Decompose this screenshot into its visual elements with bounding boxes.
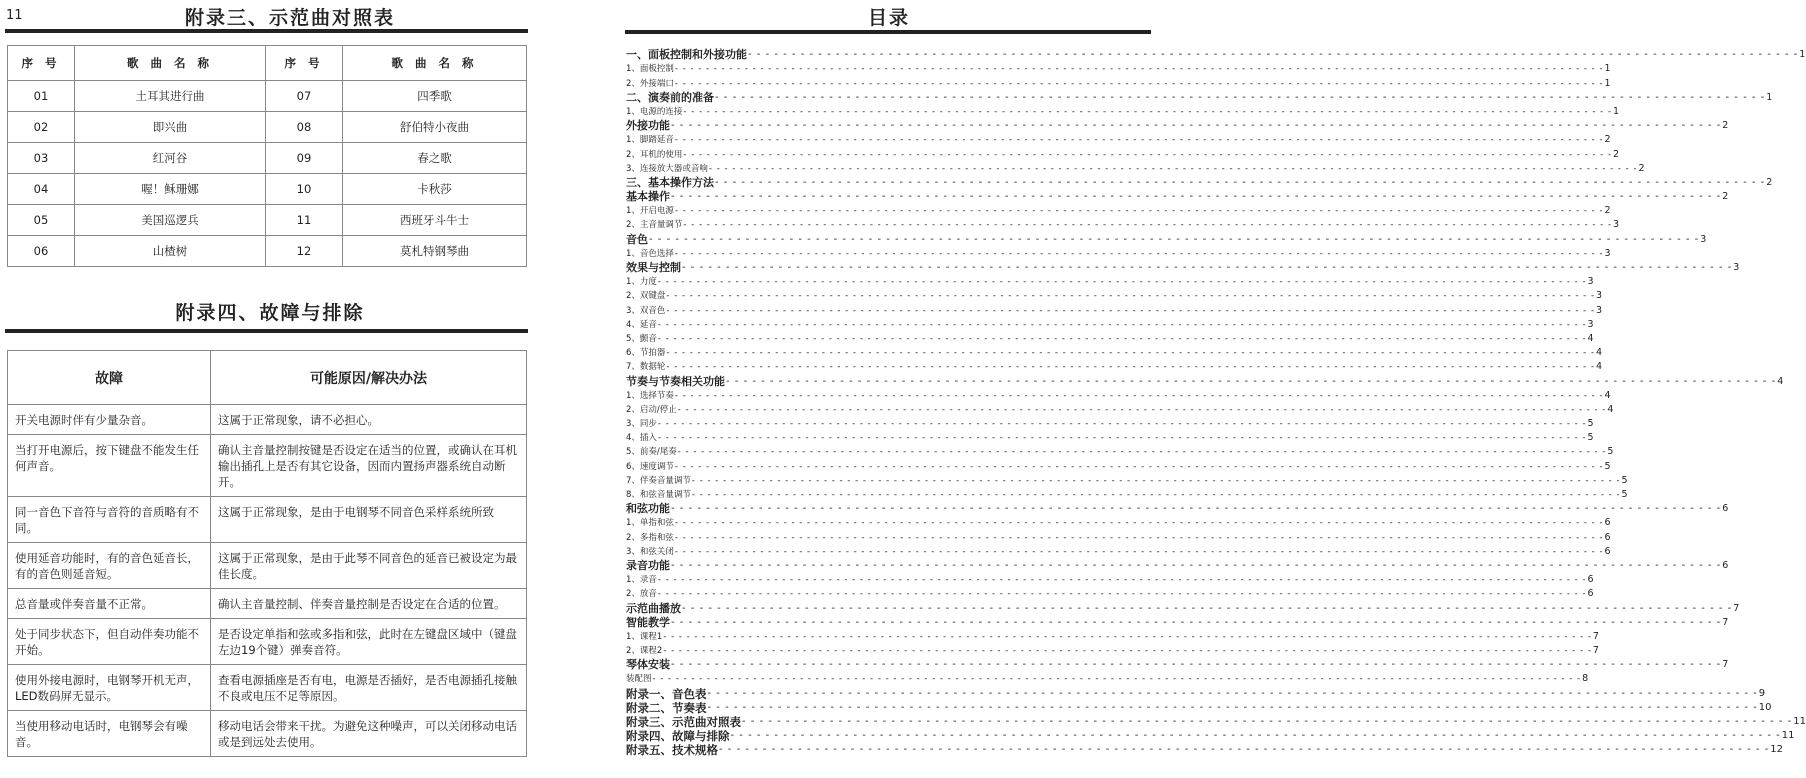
toc-leader: - - - - - - - - - - - - - - - - - - - - - - - - - - - - - - - - - - - - - - - - - - - - - - - - - - - - - - - - - - - - - - - - - - - - - - - - - - - - - - - - - - - - - - - - - - - - - - - - - - - - - - - - - - - - - - - - - - - - - - - - [666, 291, 1596, 302]
table-cell: 西班牙斗牛士 [343, 205, 527, 236]
toc-leader: - - - - - - - - - - - - - - - - - - - - - - - - - - - - - - - - - - - - - - - - - - - - - - - - - - - - - - - - - - - - - - - - - - - - - - - - - - - - - - - - - - - - - - - - - - - - - - - - - - - - - - - - - - - - - - - - - - - - - - - - [671, 559, 1722, 571]
toc-leader: - - - - - - - - - - - - - - - - - - - - - - - - - - - - - - - - - - - - - - - - - - - - - - - - - - - - - - - - - - - - - - - - - - - - - - - - - - - - - - - - - - - - - - - - - - - - - - - - - - - - - - - - - - - - - - - - - - - - - - - - [683, 106, 1613, 117]
toc-page: 3 [1596, 290, 1603, 302]
toc-leader: - - - - - - - - - - - - - - - - - - - - - - - - - - - - - - - - - - - - - - - - - - - - - - - - - - - - - - - - - - - - - - - - - - - - - - - - - - - - - - - - - - - - - - - - - - - - - - - - - - - - - - - - - - - - - - - - - - - - - - - - [674, 78, 1604, 89]
toc-leader: - - - - - - - - - - - - - - - - - - - - - - - - - - - - - - - - - - - - - - - - - - - - - - - - - - - - - - - - - - - - - - - - - - - - - - - - - - - - - - - - - - - - - - - - - - - - - - - - - - - - - - - - - - - - - - - - - - - - - - - - [708, 163, 1638, 174]
toc-entry [626, 119, 1729, 133]
fault-cell: 同一音色下音符与音符的音质略有不同。 [8, 497, 211, 543]
toc-leader: - - - - - - - - - - - - - - - - - - - - - - - - - - - - - - - - - - - - - - - - - - - - - - - - - - - - - - - - - - - - - - - - - - - - - - - - - - - - - - - - - - - - - - - - - - - - - - - - - - - - - - - - - - - - - - - - - - - - - - - - [682, 602, 1733, 614]
table-cell: 09 [266, 143, 343, 174]
toc-leader: - - - - - - - - - - - - - - - - - - - - - - - - - - - - - - - - - - - - - - - - - - - - - - - - - - - - - - - - - - - - - - - - - - - - - - - - - - - - - - - - - - - - - - - - - - - - - - - - - - - - - - - - - - - - - - - - - - - - - - - - [674, 518, 1604, 529]
toc-label: 5、前奏/尾奏 [626, 447, 677, 458]
toc-leader: - - - - - - - - - - - - - - - - - - - - - - - - - - - - - - - - - - - - - - - - - - - - - - - - - - - - - - - - - - - - - - - - - - - - - - - - - - - - - - - - - - - - - - - - - - - - - - - - - - - - - - - - - - - - - - - - - - - - - - - - [691, 490, 1621, 500]
toc-leader: - - - - - - - - - - - - - - - - - - - - - - - - - - - - - - - - - - - - - - - - - - - - - - - - - - - - - - - - - - - - - - - - - - - - - - - - - - - - - - - - - - - - - - - - - - - - - - - - - - - - - - - - - - - - - - - - - - - - - - - - [677, 447, 1607, 458]
toc-entry [626, 90, 1773, 105]
toc-page: 7 [1592, 630, 1599, 642]
title-rule [5, 29, 528, 33]
col-header: 歌 曲 名 称 [75, 46, 266, 81]
toc-page: 2 [1604, 205, 1611, 217]
toc-leader: - - - - - - - - - - - - - - - - - - - - - - - - - - - - - - - - - - - - - - - - - - - - - - - - - - - - - - - - - - - - - - - - - - - - - - - - - - - - - - - - - - - - - - - - - - - - - - - - - - - - - - - - - - - - - - - - - - - - - - - - [683, 220, 1613, 231]
table-row [8, 236, 527, 267]
toc-entry [626, 445, 1614, 459]
toc-entry [626, 615, 1729, 630]
toc-page: 6 [1722, 503, 1729, 515]
title-rule [5, 329, 528, 333]
toc-page: 1 [1766, 91, 1773, 103]
toc-page: 5 [1587, 432, 1594, 444]
toc-label: 智能教学 [626, 615, 670, 629]
toc-page: 7 [1592, 645, 1599, 657]
table-of-contents [626, 48, 1806, 758]
table-cell: 红河谷 [75, 143, 266, 174]
toc-entry [626, 374, 1784, 388]
fault-cell: 使用延音功能时，有的音色延音长，有的音色则延音短。 [8, 543, 211, 589]
toc-leader: - - - - - - - - - - - - - - - - - - - - - - - - - - - - - - - - - - - - - - - - - - - - - - - - - - - - - - - - - - - - - - - - - - - - - - - - - - - - - - - - - - - - - - - - - - - - - - - - - - - - - - - - - - - - - - - - - - - - - - - - [674, 206, 1604, 217]
toc-title: 目录 [867, 7, 910, 29]
col-header: 可能原因/解决办法 [211, 351, 527, 405]
toc-leader: - - - - - - - - - - - - - - - - - - - - - - - - - - - - - - - - - - - - - - - - - - - - - - - - - - - - - - - - - - - - - - - - - - - - - - - - - - - - - - - - - - - - - - - - - - - - - - - - - - - - - - - - - - - - - - - - - - - - - - - - [674, 248, 1604, 259]
toc-entry [626, 516, 1611, 530]
toc-leader: - - - - - - - - - - - - - - - - - - - - - - - - - - - - - - - - - - - - - - - - - - - - - - - - - - - - - - - - - - - - - - - - - - - - - - - - - - - - - - - - - - - - - - - - - - - - - - - - - - - - - - - - - - - - - - - - - - - - - - - - [707, 687, 1758, 699]
toc-label: 5、颤音 [626, 333, 657, 344]
toc-leader: - - - - - - - - - - - - - - - - - - - - - - - - - - - - - - - - - - - - - - - - - - - - - - - - - - - - - - - - - - - - - - - - - - - - - - - - - - - - - - - - - - - - - - - - - - - - - - - - - - - - - - - - - - - - - - - - - - - - - - - - [663, 631, 1592, 642]
appendix4-title: 附录四、故障与排除 [175, 302, 365, 324]
toc-label: 2、课程2 [626, 646, 663, 657]
toc-page: 2 [1613, 148, 1620, 160]
table-cell: 四季歌 [343, 81, 527, 112]
toc-label: 6、速度调节 [626, 461, 674, 472]
toc-label: 8、和弦音量调节 [626, 490, 691, 500]
solution-cell: 这属于正常现象，是由于电钢琴不同音色采样系统所致 [211, 497, 527, 543]
toc-entry [626, 488, 1628, 502]
toc-leader: - - - - - - - - - - - - - - - - - - - - - - - - - - - - - - - - - - - - - - - - - - - - - - - - - - - - - - - - - - - - - - - - - - - - - - - - - - - - - - - - - - - - - - - - - - - - - - - - - - - - - - - - - - - - - - - - - - - - - - - - [674, 532, 1604, 543]
solution-cell: 确认主音量控制按键是否设定在适当的位置，或确认在耳机输出插孔上是否有其它设备，因而内置扬声器系统自动断开。 [211, 435, 527, 497]
toc-leader: - - - - - - - - - - - - - - - - - - - - - - - - - - - - - - - - - - - - - - - - - - - - - - - - - - - - - - - - - - - - - - - - - - - - - - - - - - - - - - - - - - - - - - - - - - - - - - - - - - - - - - - - - - - - - - - - - - - - - - - - [663, 646, 1592, 657]
toc-page: 9 [1758, 687, 1766, 699]
table-cell: 莫札特钢琴曲 [343, 236, 527, 267]
table-row [8, 589, 527, 619]
toc-leader: - - - - - - - - - - - - - - - - - - - - - - - - - - - - - - - - - - - - - - - - - - - - - - - - - - - - - - - - - - - - - - - - - - - - - - - - - - - - - - - - - - - - - - - - - - - - - - - - - - - - - - - - - - - - - - - - - - - - - - - - [671, 120, 1722, 132]
col-header: 序 号 [8, 46, 75, 81]
toc-entry [626, 175, 1773, 190]
table-row [8, 174, 527, 205]
table-cell: 土耳其进行曲 [75, 81, 266, 112]
toc-page: 2 [1766, 176, 1773, 188]
toc-leader: - - - - - - - - - - - - - - - - - - - - - - - - - - - - - - - - - - - - - - - - - - - - - - - - - - - - - - - - - - - - - - - - - - - - - - - - - - - - - - - - - - - - - - - - - - - - - - - - - - - - - - - - - - - - - - - - - - - - - - - - [674, 546, 1604, 557]
toc-entry [626, 147, 1620, 161]
table-row [8, 112, 527, 143]
table-row [8, 543, 527, 589]
toc-entry [626, 218, 1620, 232]
toc-leader: - - - - - - - - - - - - - - - - - - - - - - - - - - - - - - - - - - - - - - - - - - - - - - - - - - - - - - - - - - - - - - - - - - - - - - - - - - - - - - - - - - - - - - - - - - - - - - - - - - - - - - - - - - - - - - - - - - - - - - - - [671, 616, 1722, 628]
toc-leader: - - - - - - - - - - - - - - - - - - - - - - - - - - - - - - - - - - - - - - - - - - - - - - - - - - - - - - - - - - - - - - - - - - - - - - - - - - - - - - - - - - - - - - - - - - - - - - - - - - - - - - - - - - - - - - - - - - - - - - - - [726, 375, 1777, 387]
song-table [7, 45, 527, 267]
table-cell: 10 [266, 174, 343, 205]
toc-page: 5 [1621, 489, 1628, 500]
table-cell: 08 [266, 112, 343, 143]
table-row [8, 205, 527, 236]
table-row [8, 711, 527, 757]
toc-entry [626, 686, 1766, 701]
toc-label: 1、课程1 [626, 631, 663, 642]
toc-label: 装配图 [626, 674, 652, 685]
toc-leader: - - - - - - - - - - - - - - - - - - - - - - - - - - - - - - - - - - - - - - - - - - - - - - - - - - - - - - - - - - - - - - - - - - - - - - - - - - - - - - - - - - - - - - - - - - - - - - - - - - - - - - - - - - - - - - - - - - - - - - - - [719, 744, 1770, 756]
toc-entry [626, 62, 1611, 76]
toc-entry [626, 162, 1645, 176]
page-number: 11 [6, 8, 23, 23]
toc-page: 12 [1770, 744, 1784, 756]
toc-entry [626, 502, 1729, 516]
toc-label: 附录三、示范曲对照表 [626, 715, 741, 729]
toc-leader: - - - - - - - - - - - - - - - - - - - - - - - - - - - - - - - - - - - - - - - - - - - - - - - - - - - - - - - - - - - - - - - - - - - - - - - - - - - - - - - - - - - - - - - - - - - - - - - - - - - - - - - - - - - - - - - - - - - - - - - - [748, 49, 1799, 61]
toc-leader: - - - - - - - - - - - - - - - - - - - - - - - - - - - - - - - - - - - - - - - - - - - - - - - - - - - - - - - - - - - - - - - - - - - - - - - - - - - - - - - - - - - - - - - - - - - - - - - - - - - - - - - - - - - - - - - - - - - - - - - - [730, 730, 1781, 742]
toc-leader: - - - - - - - - - - - - - - - - - - - - - - - - - - - - - - - - - - - - - - - - - - - - - - - - - - - - - - - - - - - - - - - - - - - - - - - - - - - - - - - - - - - - - - - - - - - - - - - - - - - - - - - - - - - - - - - - - - - - - - - - [649, 233, 1700, 245]
solution-cell: 是否设定单指和弦或多指和弦，此时在左键盘区域中（键盘左边19个键）弹奏音符。 [211, 619, 527, 665]
toc-entry [626, 474, 1628, 488]
table-cell: 即兴曲 [75, 112, 266, 143]
toc-entry [626, 573, 1594, 587]
toc-label: 附录四、故障与排除 [626, 729, 730, 744]
toc-label: 示范曲播放 [626, 601, 681, 615]
toc-leader: - - - - - - - - - - - - - - - - - - - - - - - - - - - - - - - - - - - - - - - - - - - - - - - - - - - - - - - - - - - - - - - - - - - - - - - - - - - - - - - - - - - - - - - - - - - - - - - - - - - - - - - - - - - - - - - - - - - - - - - - [657, 333, 1587, 344]
toc-page: 11 [1781, 730, 1795, 742]
toc-entry [626, 644, 1599, 658]
toc-entry [626, 545, 1611, 559]
toc-label: 1、选择节奏 [626, 390, 674, 401]
toc-leader: - - - - - - - - - - - - - - - - - - - - - - - - - - - - - - - - - - - - - - - - - - - - - - - - - - - - - - - - - - - - - - - - - - - - - - - - - - - - - - - - - - - - - - - - - - - - - - - - - - - - - - - - - - - - - - - - - - - - - - - - [674, 64, 1604, 75]
toc-leader: - - - - - - - - - - - - - - - - - - - - - - - - - - - - - - - - - - - - - - - - - - - - - - - - - - - - - - - - - - - - - - - - - - - - - - - - - - - - - - - - - - - - - - - - - - - - - - - - - - - - - - - - - - - - - - - - - - - - - - - - [674, 135, 1604, 146]
toc-page: 6 [1722, 559, 1729, 571]
toc-entry [626, 530, 1611, 544]
toc-label: 2、耳机的使用 [626, 149, 683, 160]
solution-cell: 这属于正常现象，是由于此琴不同音色的延音已被设定为最佳长度。 [211, 543, 527, 589]
table-cell: 春之歌 [343, 143, 527, 174]
toc-page: 6 [1604, 545, 1611, 557]
toc-label: 1、面板控制 [626, 64, 674, 75]
toc-page: 4 [1596, 361, 1603, 373]
toc-page: 1 [1604, 77, 1611, 89]
toc-page: 2 [1604, 134, 1611, 146]
fault-cell: 开关电源时伴有少量杂音。 [8, 405, 211, 435]
toc-page: 5 [1587, 418, 1594, 430]
table-cell: 01 [8, 81, 75, 112]
table-cell: 11 [266, 205, 343, 236]
table-cell: 03 [8, 143, 75, 174]
toc-label: 3、同步 [626, 419, 657, 430]
toc-label: 2、多指和弦 [626, 532, 674, 543]
toc-page: 3 [1587, 318, 1594, 330]
toc-entry [626, 743, 1784, 758]
fault-table [7, 350, 527, 757]
toc-entry [626, 48, 1806, 62]
toc-page: 3 [1700, 233, 1707, 245]
toc-entry [626, 417, 1594, 431]
toc-label: 2、启动/停止 [626, 404, 677, 415]
toc-page: 3 [1604, 247, 1611, 259]
toc-label: 1、开启电源 [626, 206, 674, 217]
table-row [8, 143, 527, 174]
toc-entry [626, 715, 1806, 729]
toc-label: 3、双音色 [626, 305, 666, 316]
toc-entry [626, 133, 1611, 147]
toc-leader: - - - - - - - - - - - - - - - - - - - - - - - - - - - - - - - - - - - - - - - - - - - - - - - - - - - - - - - - - - - - - - - - - - - - - - - - - - - - - - - - - - - - - - - - - - - - - - - - - - - - - - - - - - - - - - - - - - - - - - - - [666, 362, 1596, 373]
toc-page: 4 [1587, 332, 1594, 344]
toc-entry [626, 459, 1611, 473]
fault-cell: 当使用移动电话时，电钢琴会有噪音。 [8, 711, 211, 757]
toc-label: 4、插入 [626, 433, 657, 444]
table-row [8, 435, 527, 497]
fault-table-header [8, 351, 527, 405]
table-row [8, 497, 527, 543]
toc-entry [626, 289, 1603, 303]
toc-leader: - - - - - - - - - - - - - - - - - - - - - - - - - - - - - - - - - - - - - - - - - - - - - - - - - - - - - - - - - - - - - - - - - - - - - - - - - - - - - - - - - - - - - - - - - - - - - - - - - - - - - - - - - - - - - - - - - - - - - - - - [666, 305, 1596, 316]
table-cell: 12 [266, 236, 343, 267]
toc-leader: - - - - - - - - - - - - - - - - - - - - - - - - - - - - - - - - - - - - - - - - - - - - - - - - - - - - - - - - - - - - - - - - - - - - - - - - - - - - - - - - - - - - - - - - - - - - - - - - - - - - - - - - - - - - - - - - - - - - - - - - [683, 149, 1613, 160]
toc-entry [626, 672, 1589, 686]
toc-entry [626, 360, 1603, 374]
toc-entry [626, 247, 1611, 261]
table-row [8, 81, 527, 112]
toc-label: 3、连接放大器或音响 [626, 163, 708, 174]
toc-page: 7 [1722, 616, 1729, 628]
toc-label: 2、双键盘 [626, 291, 666, 302]
table-cell: 山楂树 [75, 236, 266, 267]
toc-entry [626, 318, 1594, 332]
table-row [8, 619, 527, 665]
right-page [619, 0, 1806, 778]
col-header: 故障 [8, 351, 211, 405]
toc-label: 1、电源的连接 [626, 106, 683, 117]
table-cell: 05 [8, 205, 75, 236]
toc-label: 2、主音量调节 [626, 220, 683, 231]
toc-entry [626, 275, 1594, 289]
toc-leader: - - - - - - - - - - - - - - - - - - - - - - - - - - - - - - - - - - - - - - - - - - - - - - - - - - - - - - - - - - - - - - - - - - - - - - - - - - - - - - - - - - - - - - - - - - - - - - - - - - - - - - - - - - - - - - - - - - - - - - - - [657, 419, 1587, 430]
toc-leader: - - - - - - - - - - - - - - - - - - - - - - - - - - - - - - - - - - - - - - - - - - - - - - - - - - - - - - - - - - - - - - - - - - - - - - - - - - - - - - - - - - - - - - - - - - - - - - - - - - - - - - - - - - - - - - - - - - - - - - - - [674, 461, 1604, 472]
fault-cell: 处于同步状态下，但自动伴奏功能不开始。 [8, 619, 211, 665]
table-cell: 07 [266, 81, 343, 112]
toc-entry [626, 700, 1772, 715]
solution-cell: 查看电源插座是否有电，电源是否插好，是否电源插孔接触不良或电压不足等原因。 [211, 665, 527, 711]
toc-entry [626, 587, 1594, 601]
toc-page: 3 [1596, 304, 1603, 316]
toc-leader: - - - - - - - - - - - - - - - - - - - - - - - - - - - - - - - - - - - - - - - - - - - - - - - - - - - - - - - - - - - - - - - - - - - - - - - - - - - - - - - - - - - - - - - - - - - - - - - - - - - - - - - - - - - - - - - - - - - - - - - - [715, 176, 1766, 188]
toc-page: 10 [1758, 701, 1772, 713]
col-header: 歌 曲 名 称 [343, 46, 527, 81]
toc-page: 3 [1587, 276, 1594, 288]
toc-leader: - - - - - - - - - - - - - - - - - - - - - - - - - - - - - - - - - - - - - - - - - - - - - - - - - - - - - - - - - - - - - - - - - - - - - - - - - - - - - - - - - - - - - - - - - - - - - - - - - - - - - - - - - - - - - - - - - - - - - - - - [657, 319, 1587, 330]
toc-label: 1、脚踏延音 [626, 135, 674, 146]
toc-page: 2 [1722, 191, 1729, 203]
song-table-header [8, 46, 527, 81]
table-row [8, 665, 527, 711]
toc-page: 4 [1777, 375, 1784, 387]
table-row [8, 405, 527, 435]
toc-page: 4 [1596, 347, 1603, 359]
col-header: 序 号 [266, 46, 343, 81]
toc-leader: - - - - - - - - - - - - - - - - - - - - - - - - - - - - - - - - - - - - - - - - - - - - - - - - - - - - - - - - - - - - - - - - - - - - - - - - - - - - - - - - - - - - - - - - - - - - - - - - - - - - - - - - - - - - - - - - - - - - - - - - [707, 701, 1758, 713]
toc-leader: - - - - - - - - - - - - - - - - - - - - - - - - - - - - - - - - - - - - - - - - - - - - - - - - - - - - - - - - - - - - - - - - - - - - - - - - - - - - - - - - - - - - - - - - - - - - - - - - - - - - - - - - - - - - - - - - - - - - - - - - [671, 503, 1722, 515]
toc-entry [626, 76, 1611, 90]
toc-label: 效果与控制 [626, 261, 681, 274]
toc-label: 节奏与节奏相关功能 [626, 374, 725, 388]
toc-page: 7 [1722, 659, 1729, 671]
toc-page: 6 [1604, 517, 1611, 529]
toc-page: 2 [1722, 120, 1729, 132]
toc-page: 1 [1613, 105, 1620, 117]
toc-page: 4 [1604, 389, 1611, 401]
toc-page: 3 [1733, 262, 1740, 273]
toc-page: 5 [1604, 460, 1611, 472]
toc-label: 2、放音 [626, 589, 657, 600]
toc-entry [626, 403, 1614, 417]
toc-leader: - - - - - - - - - - - - - - - - - - - - - - - - - - - - - - - - - - - - - - - - - - - - - - - - - - - - - - - - - - - - - - - - - - - - - - - - - - - - - - - - - - - - - - - - - - - - - - - - - - - - - - - - - - - - - - - - - - - - - - - - [657, 277, 1587, 288]
toc-label: 4、延音 [626, 319, 657, 330]
title-rule [625, 30, 1151, 34]
toc-page: 6 [1587, 588, 1594, 600]
toc-entry [626, 261, 1740, 275]
toc-entry [626, 729, 1795, 744]
toc-page: 11 [1793, 716, 1806, 727]
toc-entry [626, 204, 1611, 218]
table-cell: 卡秋莎 [343, 174, 527, 205]
toc-page: 7 [1733, 602, 1740, 614]
toc-page: 5 [1607, 446, 1614, 458]
toc-label: 外接功能 [626, 119, 670, 133]
toc-label: 6、节拍器 [626, 348, 666, 359]
toc-leader: - - - - - - - - - - - - - - - - - - - - - - - - - - - - - - - - - - - - - - - - - - - - - - - - - - - - - - - - - - - - - - - - - - - - - - - - - - - - - - - - - - - - - - - - - - - - - - - - - - - - - - - - - - - - - - - - - - - - - - - - [677, 404, 1607, 415]
toc-label: 音色 [626, 232, 648, 246]
toc-page: 5 [1621, 474, 1628, 486]
left-page [0, 0, 540, 778]
toc-entry [626, 601, 1740, 615]
table-cell: 02 [8, 112, 75, 143]
toc-leader: - - - - - - - - - - - - - - - - - - - - - - - - - - - - - - - - - - - - - - - - - - - - - - - - - - - - - - - - - - - - - - - - - - - - - - - - - - - - - - - - - - - - - - - - - - - - - - - - - - - - - - - - - - - - - - - - - - - - - - - - [671, 191, 1722, 203]
toc-page: 6 [1587, 574, 1594, 586]
toc-leader: - - - - - - - - - - - - - - - - - - - - - - - - - - - - - - - - - - - - - - - - - - - - - - - - - - - - - - - - - - - - - - - - - - - - - - - - - - - - - - - - - - - - - - - - - - - - - - - - - - - - - - - - - - - - - - - - - - - - - - - - [657, 589, 1587, 600]
table-cell: 美国巡逻兵 [75, 205, 266, 236]
toc-leader: - - - - - - - - - - - - - - - - - - - - - - - - - - - - - - - - - - - - - - - - - - - - - - - - - - - - - - - - - - - - - - - - - - - - - - - - - - - - - - - - - - - - - - - - - - - - - - - - - - - - - - - - - - - - - - - - - - - - - - - - [657, 433, 1587, 444]
toc-entry [626, 431, 1594, 445]
toc-entry [626, 190, 1729, 204]
toc-page: 1 [1604, 63, 1611, 75]
toc-page: 6 [1604, 531, 1611, 543]
toc-leader: - - - - - - - - - - - - - - - - - - - - - - - - - - - - - - - - - - - - - - - - - - - - - - - - - - - - - - - - - - - - - - - - - - - - - - - - - - - - - - - - - - - - - - - - - - - - - - - - - - - - - - - - - - - - - - - - - - - - - - - - [671, 659, 1722, 671]
toc-entry [626, 346, 1603, 360]
toc-label: 1、单指和弦 [626, 518, 674, 529]
toc-label: 录音功能 [626, 558, 670, 572]
toc-entry [626, 558, 1729, 573]
toc-entry [626, 232, 1707, 246]
toc-leader: - - - - - - - - - - - - - - - - - - - - - - - - - - - - - - - - - - - - - - - - - - - - - - - - - - - - - - - - - - - - - - - - - - - - - - - - - - - - - - - - - - - - - - - - - - - - - - - - - - - - - - - - - - - - - - - - - - - - - - - - [691, 475, 1621, 486]
toc-page: 2 [1638, 162, 1645, 174]
toc-label: 附录二、节奏表 [626, 700, 707, 715]
toc-label: 7、数据轮 [626, 362, 666, 373]
toc-label: 附录五、技术规格 [626, 743, 718, 758]
toc-entry [626, 389, 1611, 403]
toc-page: 3 [1613, 219, 1620, 231]
toc-label: 3、和弦关闭 [626, 546, 674, 557]
table-cell: 04 [8, 174, 75, 205]
toc-entry [626, 630, 1599, 644]
toc-label: 基本操作 [626, 190, 670, 204]
toc-leader: - - - - - - - - - - - - - - - - - - - - - - - - - - - - - - - - - - - - - - - - - - - - - - - - - - - - - - - - - - - - - - - - - - - - - - - - - - - - - - - - - - - - - - - - - - - - - - - - - - - - - - - - - - - - - - - - - - - - - - - - [657, 575, 1587, 586]
toc-entry [626, 332, 1594, 346]
fault-cell: 当打开电源后，按下键盘不能发生任何声音。 [8, 435, 211, 497]
toc-entry [626, 303, 1603, 317]
toc-leader: - - - - - - - - - - - - - - - - - - - - - - - - - - - - - - - - - - - - - - - - - - - - - - - - - - - - - - - - - - - - - - - - - - - - - - - - - - - - - - - - - - - - - - - - - - - - - - - - - - - - - - - - - - - - - - - - - - - - - - - - [715, 91, 1766, 103]
solution-cell: 这属于正常现象，请不必担心。 [211, 405, 527, 435]
fault-cell: 使用外接电源时，电钢琴开机无声，LED数码屏无显示。 [8, 665, 211, 711]
toc-label: 一、面板控制和外接功能 [626, 48, 747, 62]
toc-label: 琴体安装 [626, 658, 670, 672]
toc-leader: - - - - - - - - - - - - - - - - - - - - - - - - - - - - - - - - - - - - - - - - - - - - - - - - - - - - - - - - - - - - - - - - - - - - - - - - - - - - - - - - - - - - - - - - - - - - - - - - - - - - - - - - - - - - - - - - - - - - - - - - [742, 716, 1793, 727]
table-cell: 06 [8, 236, 75, 267]
toc-leader: - - - - - - - - - - - - - - - - - - - - - - - - - - - - - - - - - - - - - - - - - - - - - - - - - - - - - - - - - - - - - - - - - - - - - - - - - - - - - - - - - - - - - - - - - - - - - - - - - - - - - - - - - - - - - - - - - - - - - - - - [666, 348, 1596, 359]
toc-entry [626, 658, 1729, 672]
toc-page: 1 [1799, 49, 1806, 61]
toc-page: 8 [1582, 673, 1589, 685]
toc-label: 1、录音 [626, 575, 657, 586]
toc-label: 7、伴奏音量调节 [626, 475, 691, 486]
table-cell: 喔！稣珊娜 [75, 174, 266, 205]
solution-cell: 移动电话会带来干扰。为避免这种噪声，可以关闭移动电话或是到远处去使用。 [211, 711, 527, 757]
toc-entry [626, 105, 1620, 119]
toc-label: 1、力度 [626, 277, 657, 288]
toc-leader: - - - - - - - - - - - - - - - - - - - - - - - - - - - - - - - - - - - - - - - - - - - - - - - - - - - - - - - - - - - - - - - - - - - - - - - - - - - - - - - - - - - - - - - - - - - - - - - - - - - - - - - - - - - - - - - - - - - - - - - - [674, 390, 1604, 401]
toc-leader: - - - - - - - - - - - - - - - - - - - - - - - - - - - - - - - - - - - - - - - - - - - - - - - - - - - - - - - - - - - - - - - - - - - - - - - - - - - - - - - - - - - - - - - - - - - - - - - - - - - - - - - - - - - - - - - - - - - - - - - - [682, 262, 1733, 273]
table-cell: 舒伯特小夜曲 [343, 112, 527, 143]
toc-label: 三、基本操作方法 [626, 175, 714, 189]
toc-label: 附录一、音色表 [626, 686, 707, 701]
solution-cell: 确认主音量控制、伴奏音量控制是否设定在合适的位置。 [211, 589, 527, 619]
toc-label: 2、外接端口 [626, 78, 674, 89]
toc-leader: - - - - - - - - - - - - - - - - - - - - - - - - - - - - - - - - - - - - - - - - - - - - - - - - - - - - - - - - - - - - - - - - - - - - - - - - - - - - - - - - - - - - - - - - - - - - - - - - - - - - - - - - - - - - - - - - - - - - - - - - [652, 674, 1582, 685]
appendix3-title: 附录三、示范曲对照表 [184, 7, 395, 29]
toc-label: 1、音色选择 [626, 248, 674, 259]
fault-cell: 总音量或伴奏音量不正常。 [8, 589, 211, 619]
toc-label: 二、演奏前的准备 [626, 90, 714, 104]
toc-label: 和弦功能 [626, 502, 670, 516]
toc-page: 4 [1607, 403, 1614, 415]
